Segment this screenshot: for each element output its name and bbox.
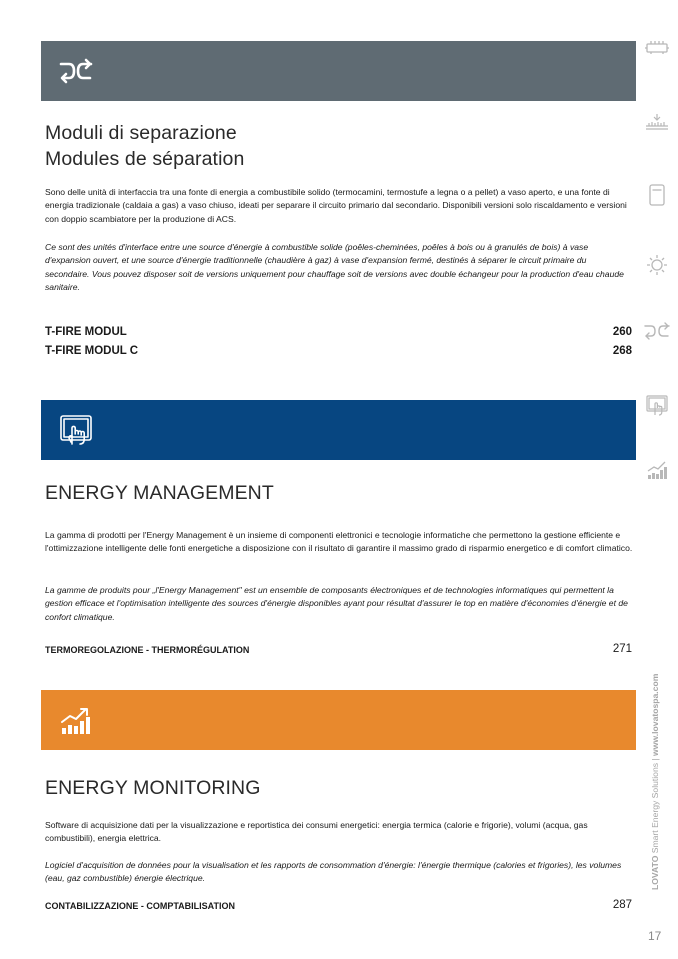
page-reference: 271 xyxy=(612,643,632,655)
sun-icon[interactable] xyxy=(644,253,670,277)
product-name: CONTABILIZZAZIONE - COMPTABILISATION xyxy=(45,901,235,911)
brand-tagline: Smart Energy Solutions | xyxy=(650,755,660,856)
product-entry[interactable] xyxy=(45,899,632,915)
description-fr: Ce sont des unités d'interface entre une source d'énergie à combustible solide (poêles-cheminées, poêles à bois ou à granulés de bois) à vase d'expansion ouvert, et une source d'énergie traditionnelle (chaudière à gaz) à vase d'expansion fermé, destinés à séparer le circuit primaire du secondaire. Vous pouvez disposer soit de versions uniquement pour chauffage soit de versions avec double échangeur pour la production d'eau chaude sanitaire. xyxy=(45,242,624,293)
underfloor-heating-icon[interactable] xyxy=(644,110,670,134)
bar-chart-trend-icon xyxy=(59,704,93,736)
description-it: Software di acquisizione dati per la visualizzazione e reportistica dei consumi energetici: energia termica (calorie e frigorie), volumi (acqua, gas combustibili), energia elettrica. xyxy=(45,820,588,844)
website-link[interactable]: www.lovatospa.com xyxy=(650,673,660,756)
section-title-fr: Modules de séparation xyxy=(45,148,245,170)
product-name: TERMOREGOLAZIONE - THERMORÉGULATION xyxy=(45,645,250,655)
boiler-icon[interactable] xyxy=(644,183,670,207)
bar-chart-trend-icon[interactable] xyxy=(644,458,670,482)
product-name: T-FIRE MODUL C xyxy=(45,345,139,357)
product-entry[interactable] xyxy=(45,326,632,342)
description-fr: Logiciel d'acquisition de données pour la visualisation et les rapports de consommation d'énergie: l'énergie thermique (calories et frigories), les volumes (eau, gaz combustible) énergie électrique. xyxy=(45,860,622,884)
section-header-band xyxy=(41,41,636,101)
hydraulic-separator-icon[interactable] xyxy=(644,319,670,343)
section-title: ENERGY MONITORING xyxy=(45,777,261,799)
page-reference: 268 xyxy=(612,345,632,357)
section-header-band xyxy=(41,690,636,750)
touch-screen-icon xyxy=(59,414,93,446)
description-it: Sono delle unità di interfaccia tra una fonte di energia a combustibile solido (termocamini, termostufe a legna o a pellet) a vaso aperto, e una fonte di energia tradizionale (caldaia a gas) a vaso chiuso, ideati per separare il circuito primario dal secondario. Disponibili versioni solo riscaldamento e versioni con doppio scambiatore per la produzione di ACS. xyxy=(45,187,627,224)
section-header-band xyxy=(41,400,636,460)
touch-screen-icon[interactable] xyxy=(644,393,670,417)
product-entry[interactable] xyxy=(45,643,632,659)
description-it: La gamma di prodotti per l'Energy Management è un insieme di componenti elettronici e tecnologie informatiche che permettono la gestione efficiente e l'ottimizzazione intelligente delle fonti energetiche a disposizione con il risultato di garantire il massimo grado di risparmio energetico e di comfort climatico. xyxy=(45,530,633,554)
page-reference: 260 xyxy=(612,326,632,338)
radiator-icon[interactable] xyxy=(644,37,670,61)
brand-name: LOVATO xyxy=(650,855,660,890)
brand-footer xyxy=(650,640,665,890)
section-title-it: Moduli di separazione xyxy=(45,122,237,144)
page-number: 17 xyxy=(648,929,662,943)
product-name: T-FIRE MODUL xyxy=(45,326,127,338)
product-entry[interactable] xyxy=(45,345,632,361)
description-fr: La gamme de produits pour „l'Energy Management" est un ensemble de composants électroniques et de technologies informatiques qui permettent la gestion efficace et l'optimisation intelligente des sources d'énergie disponibles ayant pour résultat d'assurer le top en matière d'économies d'énergie et de confort climatique. xyxy=(45,585,628,622)
page-reference: 287 xyxy=(612,899,632,911)
hydraulic-separator-icon xyxy=(59,55,93,87)
section-title: ENERGY MANAGEMENT xyxy=(45,482,274,504)
